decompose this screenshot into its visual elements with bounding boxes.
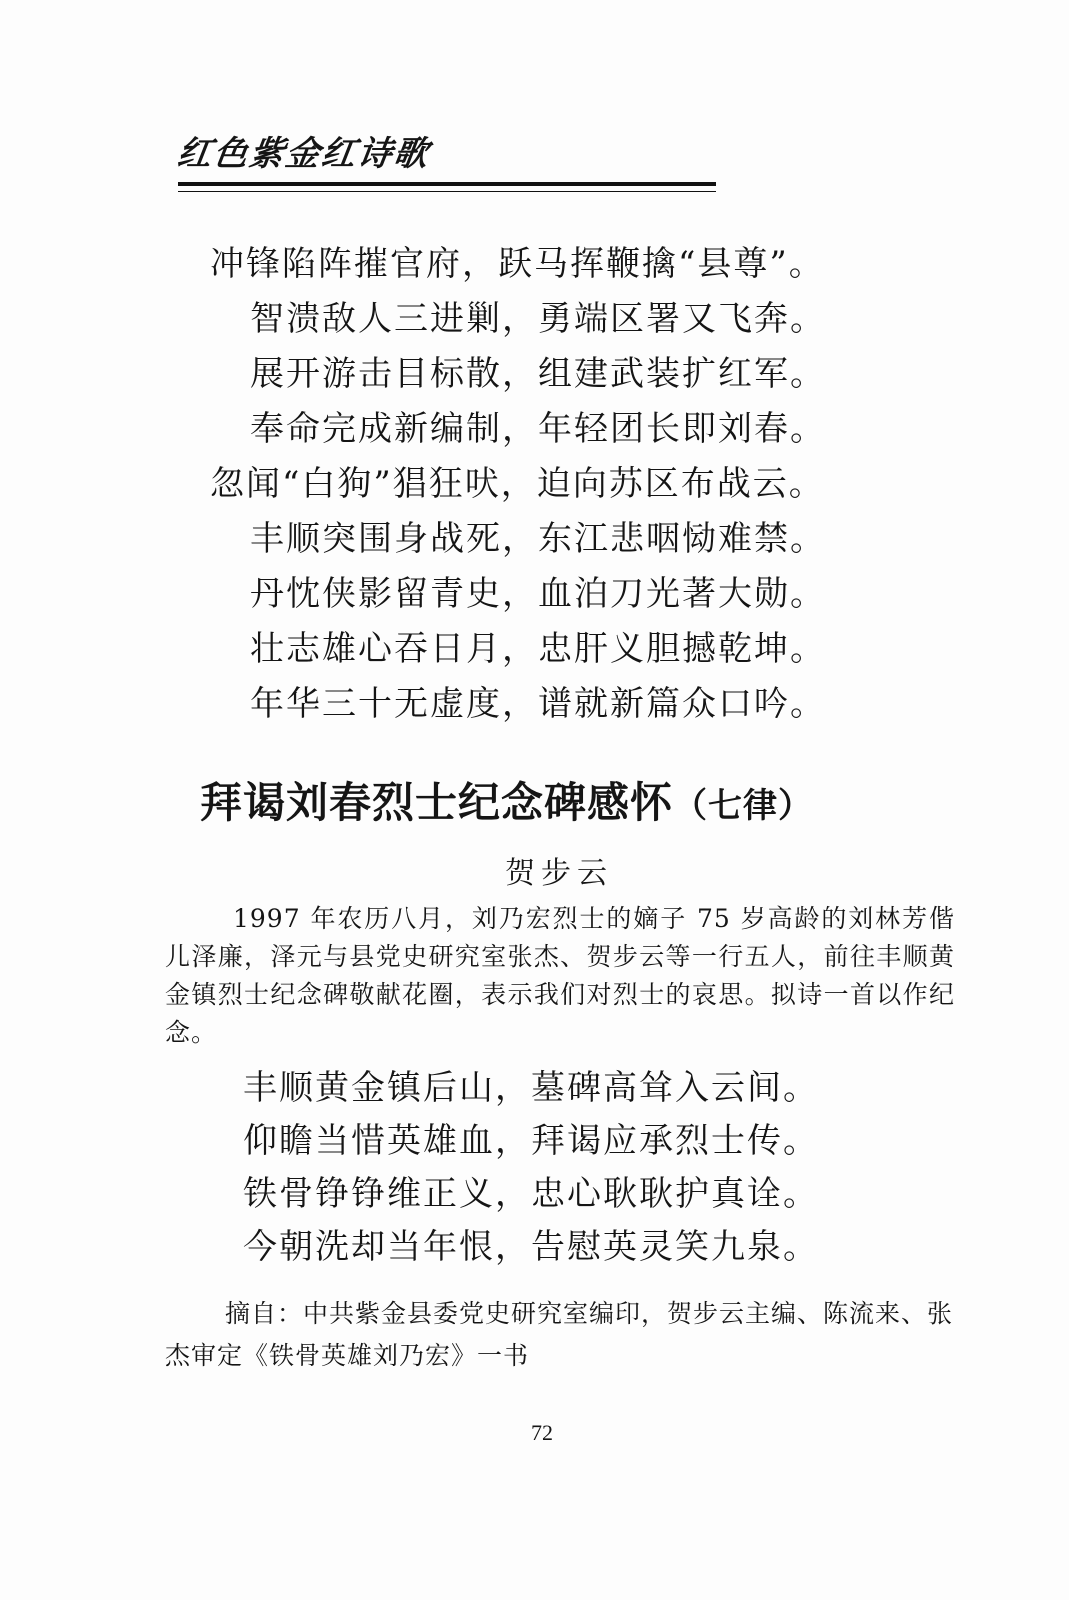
- poem-line: 丹忱侠影留青史，血泊刀光著大勋。: [250, 574, 826, 614]
- poem-line: 今朝洗却当年恨，告慰英灵笑九泉。: [243, 1227, 819, 1267]
- author-name: 贺步云: [505, 856, 613, 891]
- poem-line: 壮志雄心吞日月，忠肝义胆撼乾坤。: [250, 629, 826, 669]
- poem-line: 铁骨铮铮维正义，忠心耿耿护真诠。: [243, 1174, 819, 1214]
- poem-continued: [210, 244, 930, 739]
- section-title-main: 拜谒刘春烈士纪念碑感怀: [200, 778, 674, 827]
- poem-seven-character-regulated: [243, 1068, 893, 1280]
- page-number: 72: [531, 1420, 553, 1445]
- poem-line: 丰顺突围身战死，东江悲咽恸难禁。: [250, 519, 826, 559]
- poem-line: 仰瞻当惜英雄血，拜谒应承烈士传。: [243, 1121, 819, 1161]
- section-title-subtitle: （七律）: [673, 786, 814, 826]
- poem-line: 奉命完成新编制，年轻团长即刘春。: [250, 409, 826, 449]
- poem-line: 年华三十无虚度，谱就新篇众口吟。: [250, 684, 826, 724]
- poem-line: 冲锋陷阵摧官府，跃马挥鞭擒“县尊”。: [210, 244, 825, 284]
- poem-line: 展开游击目标散，组建武装扩红军。: [250, 354, 826, 394]
- section-title: [200, 770, 813, 830]
- poem-line: 丰顺黄金镇后山，墓碑高耸入云间。: [243, 1068, 819, 1108]
- header-rule-thin: [178, 191, 716, 192]
- poem-line: 智溃敌人三进剿，勇端区署又飞奔。: [250, 299, 826, 339]
- header-rule-thick: [178, 182, 716, 186]
- poem-line: 忽闻“白狗”猖狂吠，迫向苏区布战云。: [210, 464, 825, 504]
- source-citation: 摘自：中共紫金县委党史研究室编印，贺步云主编、陈流来、张杰审定《铁骨英雄刘乃宏》一书: [165, 1299, 954, 1370]
- running-header-title: 红色紫金红诗歌: [174, 134, 433, 174]
- preface-paragraph: 1997 年农历八月，刘乃宏烈士的嫡子 75 岁高龄的刘林芳偕儿泽廉，泽元与县党史研究室张杰、贺步云等一行五人，前往丰顺黄金镇烈士纪念碑敬献花圈，表示我们对烈士的哀思。拟诗一首以作纪念。: [165, 904, 955, 1047]
